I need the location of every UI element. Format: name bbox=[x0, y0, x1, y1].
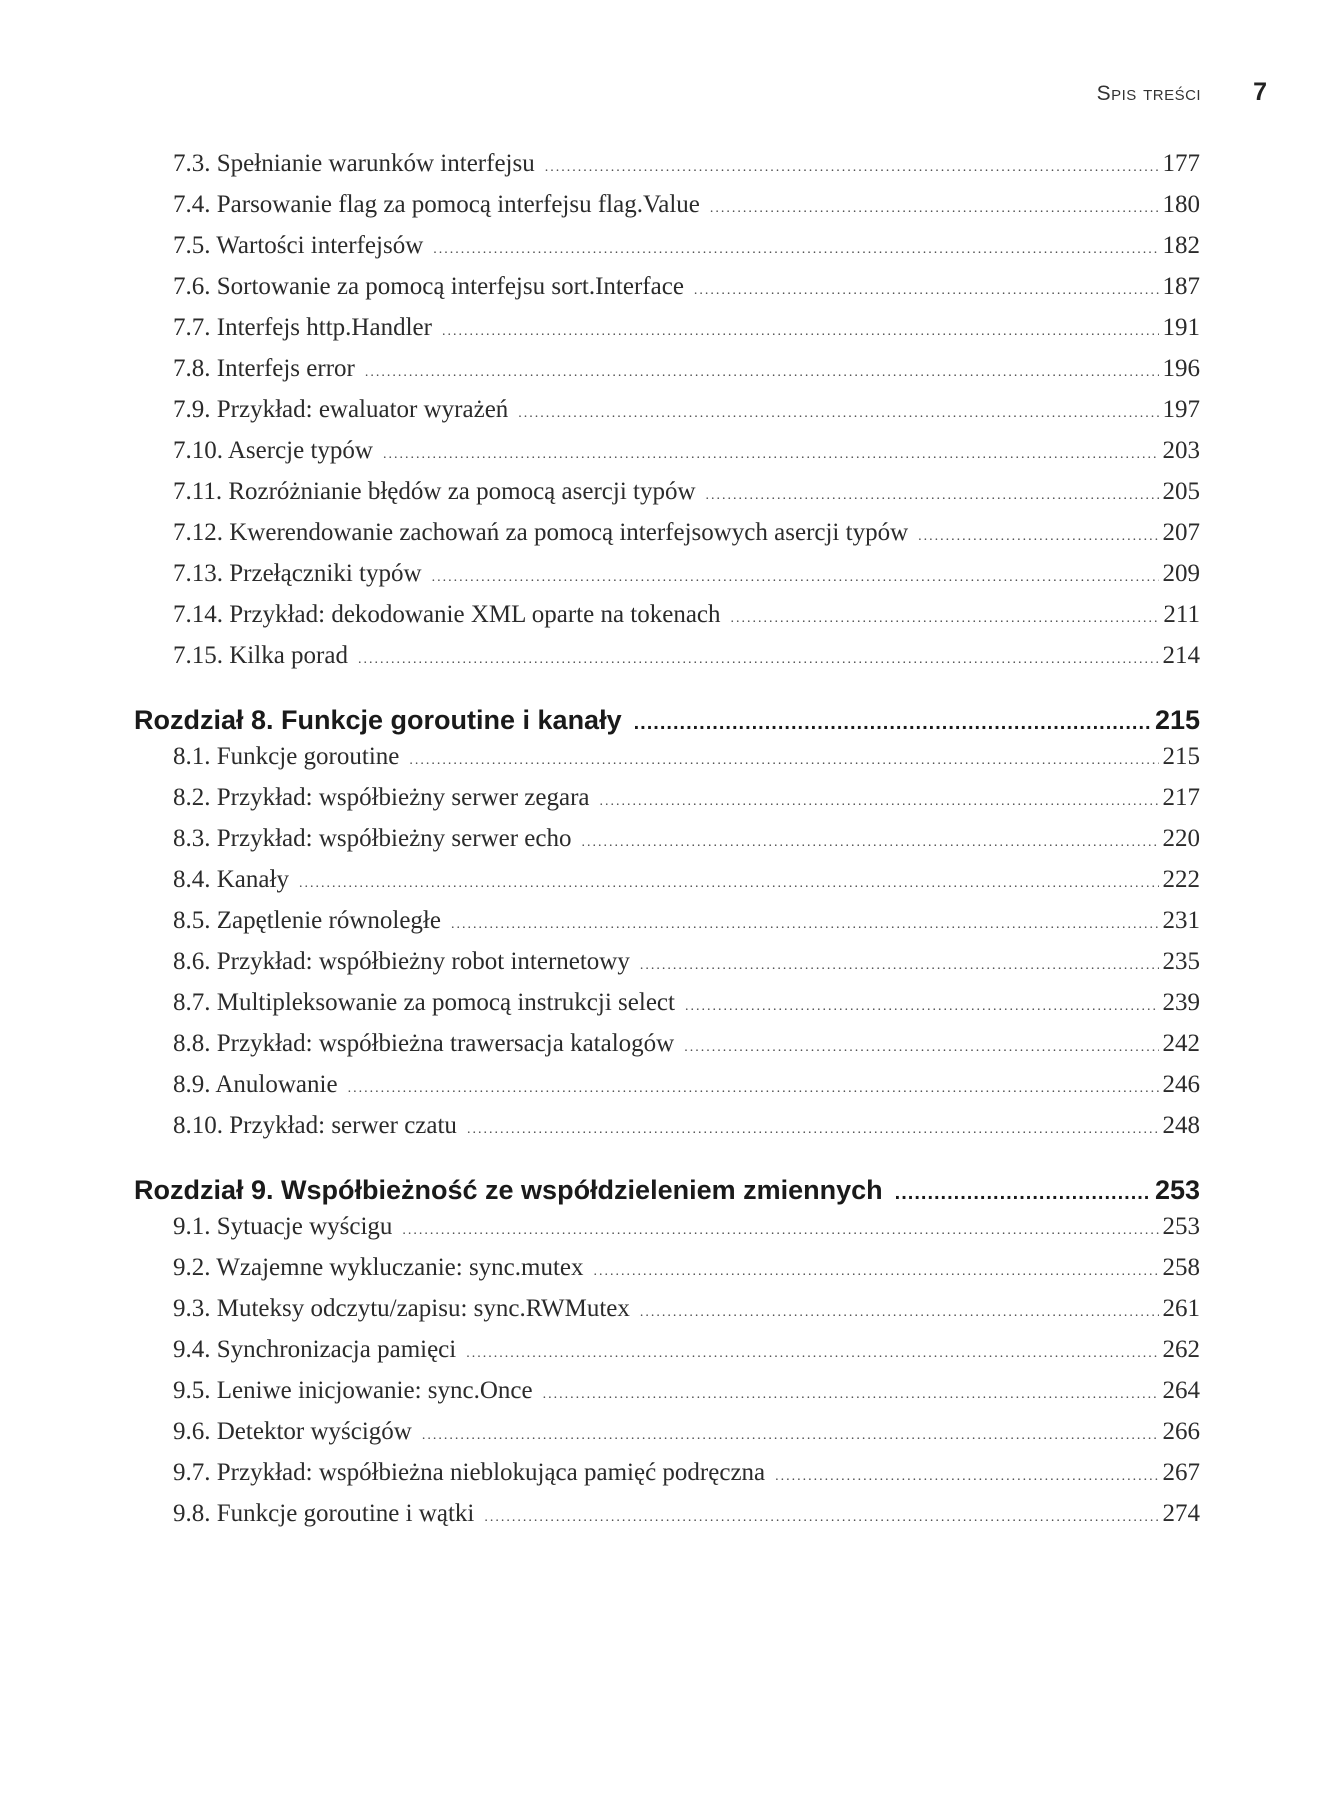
chapter-9-section-list bbox=[134, 1213, 1200, 1541]
toc-entry-page: 253 bbox=[1162, 1213, 1200, 1240]
toc-entry-label: 9.6. Detektor wyścigów bbox=[173, 1418, 412, 1445]
toc-entry[interactable] bbox=[134, 1459, 1200, 1500]
toc-entry-label: 7.14. Przykład: dekodowanie XML oparte na tokenach bbox=[173, 601, 721, 628]
toc-entry[interactable] bbox=[134, 825, 1200, 866]
toc-entry-page: 266 bbox=[1162, 1418, 1200, 1445]
toc-entry[interactable] bbox=[134, 396, 1200, 437]
toc-entry-page: 180 bbox=[1162, 191, 1200, 218]
chapter-8-heading[interactable] bbox=[134, 705, 1200, 743]
dot-leader bbox=[594, 1264, 1159, 1280]
dot-leader bbox=[383, 447, 1159, 463]
toc-entry-label: 9.1. Sytuacje wyścigu bbox=[173, 1213, 393, 1240]
toc-entry[interactable] bbox=[134, 1295, 1200, 1336]
toc-entry[interactable] bbox=[134, 314, 1200, 355]
toc-entry[interactable] bbox=[134, 1336, 1200, 1377]
toc-entry-page: 191 bbox=[1162, 314, 1200, 341]
toc-entry[interactable] bbox=[134, 1418, 1200, 1459]
toc-entry-page: 197 bbox=[1162, 396, 1200, 423]
toc-entry-page: 205 bbox=[1162, 478, 1200, 505]
toc-entry-page: 261 bbox=[1162, 1295, 1200, 1322]
toc-entry-label: 7.11. Rozróżnianie błędów za pomocą asercji typów bbox=[173, 478, 696, 505]
dot-leader bbox=[365, 365, 1159, 381]
table-of-contents bbox=[134, 150, 1200, 1541]
dot-leader bbox=[442, 324, 1159, 340]
toc-entry[interactable] bbox=[134, 743, 1200, 784]
chapter-9-heading[interactable] bbox=[134, 1175, 1200, 1213]
chapter-title: Rozdział 9. Współbieżność ze współdzieleniem zmiennych bbox=[134, 1175, 883, 1205]
toc-entry-page: 182 bbox=[1162, 232, 1200, 259]
toc-entry-label: 9.3. Muteksy odczytu/zapisu: sync.RWMutex bbox=[173, 1295, 630, 1322]
toc-entry-page: 274 bbox=[1162, 1500, 1200, 1527]
chapter-7-section-list bbox=[134, 150, 1200, 683]
dot-leader bbox=[775, 1469, 1158, 1485]
dot-leader bbox=[640, 958, 1159, 974]
toc-entry-page: 235 bbox=[1162, 948, 1200, 975]
toc-entry-label: 8.1. Funkcje goroutine bbox=[173, 743, 400, 770]
dot-leader bbox=[634, 712, 1151, 735]
toc-entry-page: 239 bbox=[1162, 989, 1200, 1016]
toc-entry-label: 8.6. Przykład: współbieżny robot internetowy bbox=[173, 948, 630, 975]
dot-leader bbox=[433, 242, 1158, 258]
toc-entry[interactable] bbox=[134, 1213, 1200, 1254]
toc-entry-page: 262 bbox=[1162, 1336, 1200, 1363]
dot-leader bbox=[348, 1081, 1159, 1097]
dot-leader bbox=[684, 1040, 1158, 1056]
toc-entry-page: 248 bbox=[1162, 1112, 1200, 1139]
toc-entry[interactable] bbox=[134, 560, 1200, 601]
toc-entry-label: 9.8. Funkcje goroutine i wątki bbox=[173, 1500, 475, 1527]
toc-entry-label: 7.12. Kwerendowanie zachowań za pomocą interfejsowych asercji typów bbox=[173, 519, 909, 546]
toc-entry-label: 7.5. Wartości interfejsów bbox=[173, 232, 424, 259]
chapter-page: 253 bbox=[1154, 1175, 1200, 1205]
toc-entry-page: 231 bbox=[1162, 907, 1200, 934]
toc-entry-label: 8.3. Przykład: współbieżny serwer echo bbox=[173, 825, 572, 852]
dot-leader bbox=[466, 1346, 1158, 1362]
dot-leader bbox=[409, 753, 1158, 769]
toc-entry-page: 214 bbox=[1162, 642, 1200, 669]
toc-entry[interactable] bbox=[134, 191, 1200, 232]
dot-leader bbox=[918, 529, 1158, 545]
toc-entry[interactable] bbox=[134, 1112, 1200, 1153]
toc-entry-label: 7.3. Spełnianie warunków interfejsu bbox=[173, 150, 535, 177]
toc-entry-page: 246 bbox=[1162, 1071, 1200, 1098]
toc-entry-label: 7.13. Przełączniki typów bbox=[173, 560, 422, 587]
running-header bbox=[1097, 78, 1267, 107]
toc-entry[interactable] bbox=[134, 642, 1200, 683]
toc-entry-label: 8.2. Przykład: współbieżny serwer zegara bbox=[173, 784, 590, 811]
toc-entry-label: 7.7. Interfejs http.Handler bbox=[173, 314, 432, 341]
toc-entry[interactable] bbox=[134, 478, 1200, 519]
dot-leader bbox=[731, 611, 1160, 627]
toc-entry-page: 264 bbox=[1162, 1377, 1200, 1404]
toc-entry-label: 7.9. Przykład: ewaluator wyrażeń bbox=[173, 396, 509, 423]
toc-entry-page: 209 bbox=[1162, 560, 1200, 587]
toc-entry-label: 7.10. Asercje typów bbox=[173, 437, 373, 464]
toc-entry-page: 242 bbox=[1162, 1030, 1200, 1057]
toc-entry-label: 9.2. Wzajemne wykluczanie: sync.mutex bbox=[173, 1254, 584, 1281]
dot-leader bbox=[600, 794, 1159, 810]
toc-entry-page: 222 bbox=[1162, 866, 1200, 893]
toc-entry[interactable] bbox=[134, 784, 1200, 825]
toc-entry-label: 8.9. Anulowanie bbox=[173, 1071, 338, 1098]
toc-entry-page: 258 bbox=[1162, 1254, 1200, 1281]
dot-leader bbox=[543, 1387, 1159, 1403]
toc-entry[interactable] bbox=[134, 355, 1200, 396]
dot-leader bbox=[467, 1122, 1159, 1138]
toc-entry-page: 207 bbox=[1162, 519, 1200, 546]
toc-entry-page: 177 bbox=[1162, 150, 1200, 177]
dot-leader bbox=[358, 652, 1159, 668]
toc-entry-page: 187 bbox=[1162, 273, 1200, 300]
dot-leader bbox=[895, 1182, 1151, 1205]
page-number: 7 bbox=[1253, 78, 1267, 106]
toc-entry[interactable] bbox=[134, 1030, 1200, 1071]
toc-entry[interactable] bbox=[134, 866, 1200, 907]
dot-leader bbox=[640, 1305, 1159, 1321]
toc-entry-label: 9.4. Synchronizacja pamięci bbox=[173, 1336, 457, 1363]
dot-leader bbox=[432, 570, 1159, 586]
toc-entry[interactable] bbox=[134, 1254, 1200, 1295]
toc-entry[interactable] bbox=[134, 1071, 1200, 1112]
toc-entry[interactable] bbox=[134, 948, 1200, 989]
toc-entry[interactable] bbox=[134, 989, 1200, 1030]
dot-leader bbox=[710, 201, 1159, 217]
chapter-title: Rozdział 8. Funkcje goroutine i kanały bbox=[134, 705, 622, 735]
dot-leader bbox=[484, 1510, 1158, 1526]
toc-entry-page: 215 bbox=[1162, 743, 1200, 770]
dot-leader bbox=[518, 406, 1158, 422]
toc-entry-label: 8.8. Przykład: współbieżna trawersacja katalogów bbox=[173, 1030, 675, 1057]
toc-entry[interactable] bbox=[134, 437, 1200, 478]
dot-leader bbox=[545, 160, 1159, 176]
dot-leader bbox=[694, 283, 1159, 299]
toc-entry[interactable] bbox=[134, 150, 1200, 191]
dot-leader bbox=[299, 876, 1159, 892]
toc-entry-label: 8.7. Multipleksowanie za pomocą instrukcji select bbox=[173, 989, 675, 1016]
toc-entry-label: 7.6. Sortowanie za pomocą interfejsu sort.Interface bbox=[173, 273, 684, 300]
dot-leader bbox=[706, 488, 1159, 504]
toc-entry[interactable] bbox=[134, 1500, 1200, 1541]
toc-entry[interactable] bbox=[134, 601, 1200, 642]
toc-entry-page: 217 bbox=[1162, 784, 1200, 811]
toc-entry-label: 9.5. Leniwe inicjowanie: sync.Once bbox=[173, 1377, 533, 1404]
toc-entry[interactable] bbox=[134, 519, 1200, 560]
toc-entry-page: 211 bbox=[1163, 601, 1200, 628]
toc-entry[interactable] bbox=[134, 273, 1200, 314]
toc-entry-label: 8.5. Zapętlenie równoległe bbox=[173, 907, 441, 934]
toc-entry-label: 8.4. Kanały bbox=[173, 866, 289, 893]
toc-entry-page: 220 bbox=[1162, 825, 1200, 852]
toc-entry[interactable] bbox=[134, 907, 1200, 948]
chapter-page: 215 bbox=[1154, 705, 1200, 735]
running-header-title: Spis treści bbox=[1096, 82, 1202, 105]
toc-entry-label: 7.8. Interfejs error bbox=[173, 355, 355, 382]
toc-entry-page: 203 bbox=[1162, 437, 1200, 464]
toc-entry-page: 267 bbox=[1162, 1459, 1200, 1486]
toc-entry-label: 7.15. Kilka porad bbox=[173, 642, 348, 669]
toc-entry-label: 9.7. Przykład: współbieżna nieblokująca pamięć podręczna bbox=[173, 1459, 766, 1486]
toc-entry-label: 7.4. Parsowanie flag za pomocą interfejsu flag.Value bbox=[173, 191, 700, 218]
dot-leader bbox=[422, 1428, 1159, 1444]
toc-entry-page: 196 bbox=[1162, 355, 1200, 382]
dot-leader bbox=[582, 835, 1159, 851]
chapter-8-section-list bbox=[134, 743, 1200, 1153]
dot-leader bbox=[685, 999, 1159, 1015]
toc-entry[interactable] bbox=[134, 1377, 1200, 1418]
dot-leader bbox=[402, 1223, 1158, 1239]
toc-entry-label: 8.10. Przykład: serwer czatu bbox=[173, 1112, 457, 1139]
dot-leader bbox=[451, 917, 1159, 933]
toc-entry[interactable] bbox=[134, 232, 1200, 273]
